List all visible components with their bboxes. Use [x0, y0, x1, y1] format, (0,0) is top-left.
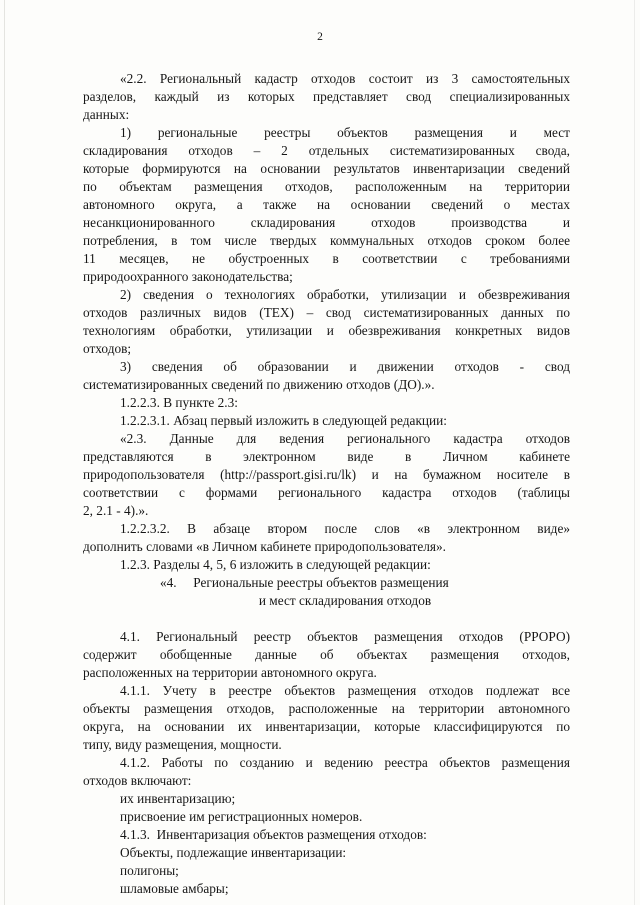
text-line: 3) сведения об образовании и движении отходов - свод: [120, 359, 570, 374]
text-line: шламовые амбары;: [120, 881, 229, 896]
text-line: по объектам размещения отходов, расположенным на территории: [83, 179, 570, 194]
text-line: полигоны;: [120, 863, 179, 878]
section-heading: «4. Региональные реестры объектов размещения: [160, 575, 449, 590]
text-line: их инвентаризацию;: [120, 791, 236, 806]
text-line: 1.2.2.3.1. Абзац первый изложить в следующей редакции:: [120, 413, 447, 428]
page-number: 2: [317, 31, 323, 43]
text-line: объекты размещения отходов, расположенные на территории автономного: [83, 701, 570, 716]
text-line: 11 месяцев, не обустроенных в соответствии с требованиями: [83, 251, 570, 266]
text-line: потребления, в том числе твердых коммунальных отходов сроком более: [83, 233, 570, 248]
text-line: 4.1. Региональный реестр объектов размещения отходов (РРОРО): [120, 629, 570, 644]
text-line: 4.1.3. Инвентаризация объектов размещения отходов:: [120, 827, 427, 842]
text-line: дополнить словами «в Личном кабинете природопользователя».: [83, 539, 446, 554]
text-line: природопользователя (http://passport.gisi.ru/lk) и на бумажном носителе в: [83, 467, 570, 482]
scan-edge-right: [634, 0, 635, 905]
text-line: складирования отходов – 2 отдельных систематизированных свода,: [83, 143, 570, 158]
text-line: содержит обобщенные данные об объектах размещения отходов,: [83, 647, 570, 662]
text-line: 4.1.2. Работы по созданию и ведению реестра объектов размещения: [120, 755, 570, 770]
text-line: 4.1.1. Учету в реестре объектов размещения отходов подлежат все: [120, 683, 570, 698]
text-line: округа, на основании их инвентаризации, которые классифицируются по: [83, 719, 570, 734]
text-line: представляются в электронном виде в Личном кабинете: [83, 449, 570, 464]
text-line: отходов включают:: [83, 773, 192, 788]
text-line: отходов;: [83, 341, 132, 356]
text-line: 1.2.2.3.2. В абзаце втором после слов «в электронном виде»: [120, 521, 570, 536]
text-line: технологиям обработки, утилизации и обезвреживания конкретных видов: [83, 323, 570, 338]
text-line: 2, 2.1 - 4).».: [83, 503, 149, 518]
text-line: расположенных на территории автономного округа.: [83, 665, 377, 680]
text-line: соответствии с формами регионального кадастра отходов (таблицы: [83, 485, 570, 500]
text-line: данных:: [83, 107, 130, 122]
text-line: которые формируются на основании результатов инвентаризации сведений: [83, 161, 570, 176]
text-line: «2.3. Данные для ведения регионального кадастра отходов: [120, 431, 570, 446]
scan-edge-left: [4, 0, 5, 905]
text-line: «2.2. Региональный кадастр отходов состоит из 3 самостоятельных: [120, 71, 570, 86]
text-line: 1) региональные реестры объектов размещения и мест: [120, 125, 570, 140]
section-heading: и мест складирования отходов: [258, 593, 432, 608]
text-line: 2) сведения о технологиях обработки, утилизации и обезвреживания: [120, 287, 570, 302]
text-line: разделов, каждый из которых представляет свод специализированных: [83, 89, 570, 104]
text-line: 1.2.2.3. В пункте 2.3:: [120, 395, 238, 410]
text-line: автономного округа, а также на основании сведений о местах: [83, 197, 570, 212]
text-line: систематизированных сведений по движению отходов (ДО).».: [83, 377, 435, 392]
text-line: присвоение им регистрационных номеров.: [120, 809, 363, 824]
text-line: несанкционированного складирования отходов производства и: [83, 215, 570, 230]
text-line: природоохранного законодательства;: [83, 269, 293, 284]
text-line: отходов различных видов (ТЕХ) – свод систематизированных данных по: [83, 305, 570, 320]
text-line: типу, виду размещения, мощности.: [83, 737, 282, 752]
text-line: 1.2.3. Разделы 4, 5, 6 изложить в следующей редакции:: [120, 557, 431, 572]
text-line: Объекты, подлежащие инвентаризации:: [120, 845, 347, 860]
